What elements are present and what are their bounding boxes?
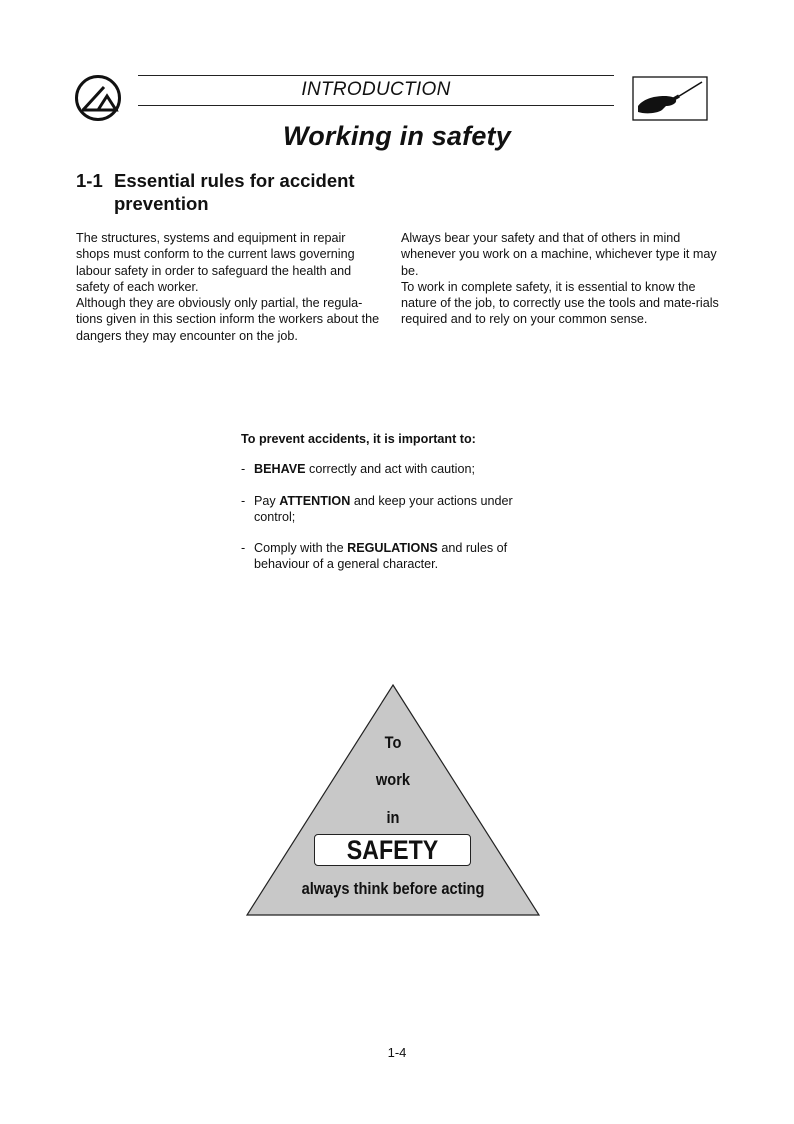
pyramid-line-work: work: [375, 770, 411, 789]
item-text-pre: Pay: [254, 493, 280, 508]
item-text-post: correctly and act with caution;: [305, 462, 475, 477]
list-dash: -: [241, 493, 246, 508]
item-keyword: BEHAVE: [254, 462, 306, 477]
item-text-post: and keep your actions under control;: [254, 493, 513, 524]
section-tag: INTRODUCTION: [301, 79, 451, 100]
hand-with-screwdriver-icon: [632, 76, 708, 121]
list-dash: -: [241, 541, 246, 556]
safety-keyword: SAFETY: [346, 835, 439, 865]
intro-paragraph: To work in complete safety, it is essential to know the nature of the job, to correctly use the tools and mate-rials required and to rely on your common sense.: [401, 279, 719, 327]
intro-right-column: [401, 230, 719, 328]
brand-logo-icon: [74, 74, 122, 122]
intro-paragraph: The structures, systems and equipment in repair shops must conform to the current laws governing labour safety in order to safeguard the health and safety of each worker.: [76, 231, 355, 294]
prevention-item: [241, 461, 551, 477]
intro-left-column: [76, 230, 382, 344]
prevention-item: [241, 540, 551, 573]
intro-paragraph: Although they are obviously only partial, the regula-tions given in this section inform the workers about the dangers they may encounter on the job.: [76, 296, 380, 343]
item-text-post: and rules of behaviour of a general character.: [254, 541, 508, 572]
pyramid-line-in: in: [386, 808, 400, 827]
header-rule-bottom: [138, 105, 614, 106]
section-heading: [76, 169, 396, 215]
section-heading-text: Essential rules for accident prevention: [114, 170, 355, 214]
pyramid-line-to: To: [384, 733, 402, 752]
item-text-pre: Comply with the: [254, 541, 348, 556]
page-number: 1-4: [387, 1045, 407, 1060]
prevention-item: [241, 493, 551, 526]
item-keyword: ATTENTION: [279, 493, 351, 508]
prevention-block: [241, 431, 551, 588]
header-rule-top: [138, 75, 614, 76]
prevention-heading: To prevent accidents, it is important to:: [241, 432, 476, 446]
page-title: Working in safety: [283, 121, 511, 151]
section-number: 1-1: [76, 170, 103, 191]
intro-paragraph: Always bear your safety and that of others in mind whenever you work on a machine, whichever type it may be.: [401, 231, 717, 278]
item-keyword: REGULATIONS: [347, 541, 438, 556]
list-dash: -: [241, 462, 246, 477]
pyramid-motto: always think before acting: [301, 879, 485, 898]
